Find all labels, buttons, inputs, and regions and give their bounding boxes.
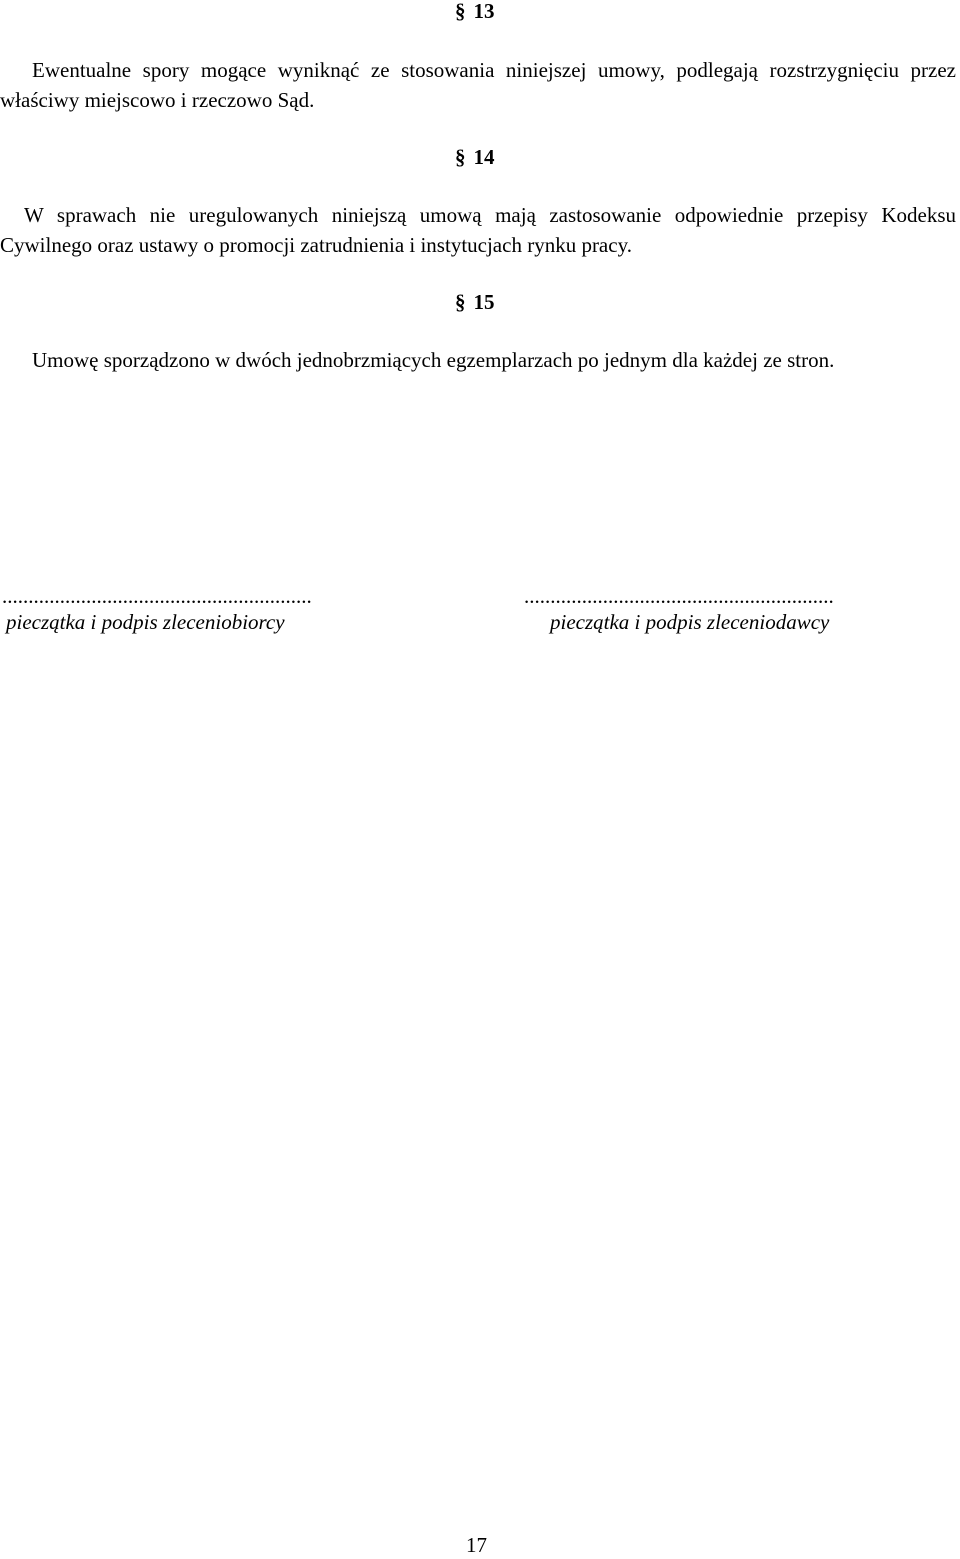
section-15-heading — [455, 290, 495, 314]
section-symbol: § — [455, 145, 466, 169]
section-14-text: W sprawach nie uregulowanych niniejszą umową mają zastosowanie odpowiednie przepisy Kodeksu Cywilnego oraz ustawy o promocji zatrudnienia i instytucjach rynku pracy. — [0, 203, 956, 257]
section-symbol: § — [455, 290, 466, 314]
section-number: 15 — [473, 290, 495, 314]
signature-zleceniodawca — [524, 584, 834, 634]
section-13-heading — [455, 0, 495, 23]
signature-zleceniobiorca — [2, 584, 312, 634]
section-number: 14 — [473, 145, 495, 169]
signature-label: pieczątka i podpis zleceniodawcy — [550, 610, 830, 634]
section-15-text: Umowę sporządzono w dwóch jednobrzmiących egzemplarzach po jednym dla każdej ze stron. — [32, 348, 835, 372]
section-14-heading — [455, 145, 495, 169]
section-13-text: Ewentualne spory mogące wyniknąć ze stosowania niniejszej umowy, podlegają rozstrzygnięciu przez właściwy miejscowo i rzeczowo Sąd. — [0, 58, 956, 112]
signature-line: ........................................................... — [524, 584, 834, 608]
section-symbol: § — [455, 0, 466, 23]
signature-label: pieczątka i podpis zleceniobiorcy — [6, 610, 285, 634]
page-number: 17 — [466, 1533, 487, 1557]
section-number: 13 — [473, 0, 495, 23]
signature-line: ........................................................... — [2, 584, 312, 608]
